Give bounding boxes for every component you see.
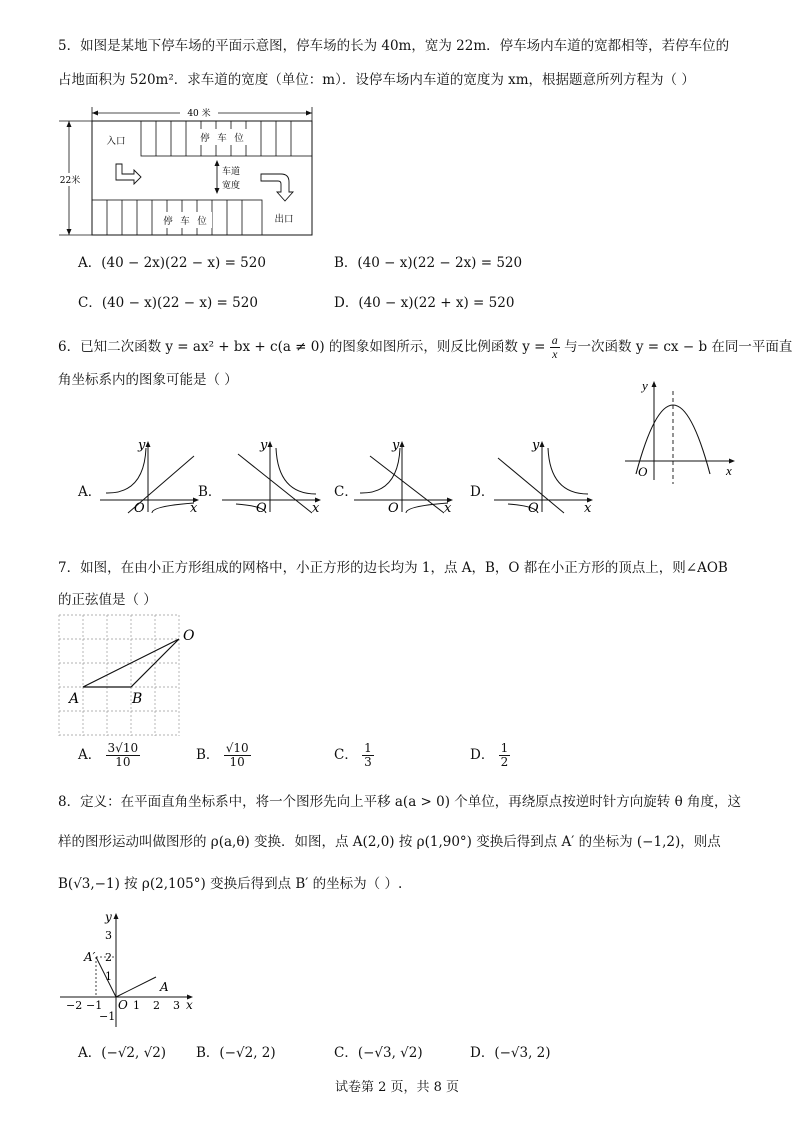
q5-option-a[interactable]: A．(40 − 2x)(22 − x) = 520: [78, 255, 266, 271]
q6-graph-b: [220, 436, 324, 514]
q8-option-a[interactable]: A．(−√2, √2): [78, 1045, 167, 1061]
top-spot-char-3: 位: [234, 133, 244, 144]
q6a-origin-label: O: [134, 501, 145, 514]
q6-option-b[interactable]: B．: [198, 484, 222, 500]
q6-text-line2: 角坐标系内的图象可能是（ ）: [58, 372, 238, 388]
q7-a-den: 10: [115, 755, 131, 769]
q6-fraction-a-over-x: [550, 334, 560, 361]
q7-option-b-fraction: [224, 742, 251, 769]
q8-ytick-neg1: −1: [99, 1010, 116, 1023]
q7-option-b[interactable]: [196, 742, 251, 769]
q6-fraction-numerator: a: [551, 333, 558, 347]
q6a-y-label: y: [138, 438, 146, 453]
q6d-x-label: x: [584, 501, 592, 514]
q8-xtick-3: 3: [173, 999, 180, 1012]
q7-point-a-label: A: [69, 691, 80, 707]
q6-option-c[interactable]: C．: [334, 484, 358, 500]
side-length-label: 22米: [59, 176, 81, 186]
q6-graph-d: [492, 436, 596, 514]
q7-text-line2: 的正弦值是（ ）: [58, 592, 157, 608]
q6a-x-label: x: [190, 501, 198, 514]
q8-ytick-1: 1: [105, 970, 112, 983]
q6c-origin-label: O: [388, 501, 399, 514]
q8-point-a-label: A: [160, 980, 169, 994]
q8-xtick-neg1: −1: [86, 999, 103, 1012]
entrance-label: 入口: [106, 136, 126, 147]
q6c-x-label: x: [444, 501, 452, 514]
q6c-y-label: y: [392, 438, 400, 453]
q7-b-den: 10: [229, 755, 245, 769]
q7-option-a-prefix: A．: [78, 747, 102, 763]
q8-option-b[interactable]: B．(−√2, 2): [196, 1045, 276, 1061]
entrance-arrow-icon: [116, 164, 141, 184]
q7-d-num: 1: [500, 741, 509, 755]
q8-ytick-3: 3: [105, 929, 112, 942]
q8-y-label: y: [105, 910, 112, 924]
q6b-x-label: x: [312, 501, 320, 514]
q7-point-o-label: O: [183, 628, 195, 644]
q7-option-a[interactable]: [78, 742, 140, 769]
top-length-label: 40 米: [187, 109, 211, 119]
bottom-spot-char-3: 位: [197, 216, 207, 227]
q6b-origin-label: O: [256, 501, 267, 514]
q7-option-d-prefix: D．: [470, 747, 495, 763]
q7-c-den: 3: [364, 755, 372, 769]
lane-label-2: 宽度: [222, 181, 241, 191]
q6-text-line1: [58, 334, 792, 361]
q7-option-c-prefix: C．: [334, 747, 358, 763]
q8-option-c[interactable]: C．(−√3, √2): [334, 1045, 423, 1061]
exit-arrow-icon: [261, 174, 293, 201]
q5-text-line1: 5．如图是某地下停车场的平面示意图，停车场的长为 40m，宽为 22m．停车场内车道的宽都相等，若停车位的: [58, 38, 730, 54]
q7-d-den: 2: [500, 755, 509, 769]
q8-ytick-2: 2: [105, 951, 112, 964]
q8-option-d[interactable]: D．(−√3, 2): [470, 1045, 551, 1061]
q6-option-d[interactable]: D．: [470, 484, 495, 500]
parabola-x-label: x: [726, 463, 732, 478]
q6-text-line1-b: 与一次函数 y = cx − b 在同一平面直: [564, 339, 793, 355]
q7-option-d-fraction: [499, 742, 511, 769]
bottom-spot-char-1: 停: [163, 216, 173, 227]
q7-c-num: 1: [364, 741, 372, 755]
parabola-origin-label: O: [638, 464, 648, 479]
q7-grid-diagram: [56, 612, 206, 740]
q8-xtick-2: 2: [153, 999, 160, 1012]
q8-xtick-neg2: −2: [66, 999, 83, 1012]
q6-option-a[interactable]: A．: [78, 484, 102, 500]
q6-graph-c: [352, 436, 456, 514]
q5-text-line2: 占地面积为 520m²．求车道的宽度（单位：m）．设停车场内车道的宽度为 xm，根据题意所列方程为（ ）: [58, 72, 695, 88]
q7-point-b-label: B: [132, 691, 143, 707]
q8-point-a-prime-label: A′: [84, 950, 96, 964]
q7-option-c[interactable]: [334, 742, 374, 769]
q7-option-d[interactable]: [470, 742, 510, 769]
bottom-spot-char-2: 车: [180, 216, 190, 227]
q6-text-line1-a: 6．已知二次函数 y = ax² + bx + c(a ≠ 0) 的图象如图所示，则反比例函数 y =: [58, 339, 546, 355]
q7-b-num: √10: [225, 741, 249, 755]
q6b-y-label: y: [260, 438, 268, 453]
q8-text-line3: B(√3,−1) 按 ρ(2,105°) 变换后得到点 B′ 的坐标为（ ）.: [58, 876, 403, 892]
parking-lot-diagram: [56, 104, 318, 240]
q8-origin-label: O: [118, 998, 128, 1012]
q8-text-line1: 8．定义：在平面直角坐标系中，将一个图形先向上平移 a(a > 0) 个单位，再绕原点按逆时针方向旋转 θ 角度，这: [58, 794, 741, 810]
q6d-origin-label: O: [528, 501, 539, 514]
q8-x-label: x: [186, 998, 193, 1012]
parabola-graph: [620, 374, 740, 484]
q6d-y-label: y: [532, 438, 540, 453]
page-footer: 试卷第 2 页，共 8 页: [334, 1080, 460, 1095]
q7-a-num: 3√10: [107, 741, 139, 755]
parabola-y-label: y: [642, 378, 648, 393]
q7-option-a-fraction: [106, 742, 141, 769]
q7-option-c-fraction: [362, 742, 374, 769]
q7-text-line1: 7．如图，在由小正方形组成的网格中，小正方形的边长均为 1，点 A，B，O 都在小正方形的顶点上，则∠AOB: [58, 560, 728, 576]
q6-graph-a: [98, 436, 202, 514]
q7-option-b-prefix: B．: [196, 747, 220, 763]
q8-text-line2: 样的图形运动叫做图形的 ρ(a,θ) 变换．如图，点 A(2,0) 按 ρ(1,90°) 变换后得到点 A′ 的坐标为 (−1,2)，则点: [58, 834, 721, 850]
lane-label-1: 车道: [222, 167, 241, 177]
top-spot-char-2: 车: [217, 133, 227, 144]
q5-option-b[interactable]: B．(40 − x)(22 − 2x) = 520: [334, 255, 523, 271]
top-spot-char-1: 停: [200, 133, 210, 144]
q6-fraction-denominator: x: [552, 347, 558, 361]
q5-option-d[interactable]: D．(40 − x)(22 + x) = 520: [334, 295, 515, 311]
q8-coordinate-graph: [56, 906, 206, 1030]
q5-option-c[interactable]: C．(40 − x)(22 − x) = 520: [78, 295, 258, 311]
exit-label: 出口: [274, 214, 294, 225]
q8-xtick-1: 1: [133, 999, 140, 1012]
